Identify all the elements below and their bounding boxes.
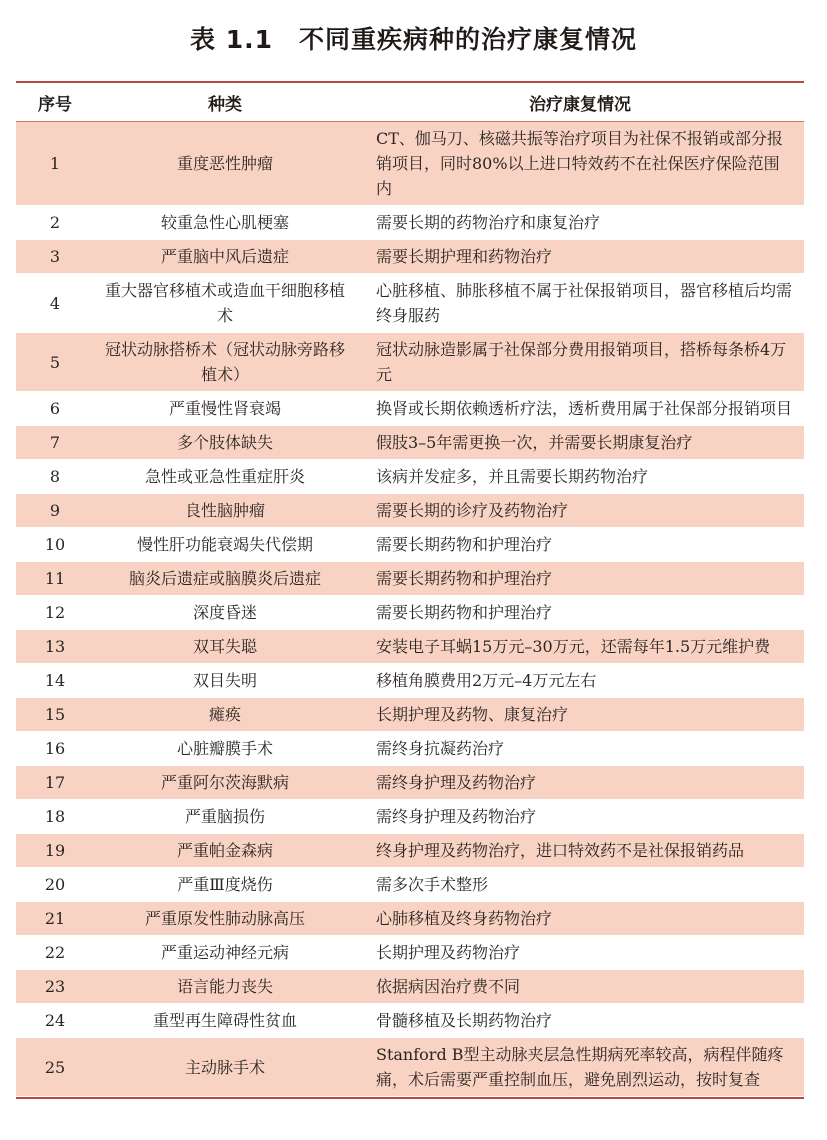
table-caption: 不同重疾病种的治疗康复情况 [298,25,637,54]
row-disease-kind: 良性脑肿瘤 [94,494,356,528]
table-title [0,20,827,56]
row-disease-kind: 深度昏迷 [94,596,356,630]
row-index: 23 [16,970,94,1004]
row-treatment-desc: 假肢3–5年需更换一次，并需要长期康复治疗 [356,426,804,460]
table-row [16,868,804,902]
table-row [16,766,804,800]
row-disease-kind: 严重脑损伤 [94,800,356,834]
row-treatment-desc: 心肺移植及终身药物治疗 [356,902,804,936]
row-disease-kind: 严重慢性肾衰竭 [94,392,356,426]
row-treatment-desc: 需要长期的诊疗及药物治疗 [356,494,804,528]
row-index: 2 [16,206,94,240]
row-treatment-desc: 心脏移植、肺胀移植不属于社保报销项目，器官移植后均需终身服药 [356,274,804,333]
row-treatment-desc: 需要长期护理和药物治疗 [356,240,804,274]
row-index: 11 [16,562,94,596]
row-disease-kind: 脑炎后遗症或脑膜炎后遗症 [94,562,356,596]
row-index: 13 [16,630,94,664]
row-treatment-desc: 需终身抗凝药治疗 [356,732,804,766]
row-index: 4 [16,274,94,333]
row-index: 25 [16,1038,94,1097]
row-index: 5 [16,333,94,392]
row-treatment-desc: 长期护理及药物、康复治疗 [356,698,804,732]
row-disease-kind: 冠状动脉搭桥术（冠状动脉旁路移植术） [94,333,356,392]
table-row [16,596,804,630]
row-treatment-desc: 冠状动脉造影属于社保部分费用报销项目，搭桥每条桥4万元 [356,333,804,392]
row-disease-kind: 重大器官移植术或造血干细胞移植术 [94,274,356,333]
row-treatment-desc: 换肾或长期依赖透析疗法，透析费用属于社保部分报销项目 [356,392,804,426]
table-row [16,426,804,460]
table-row [16,122,804,206]
row-index: 1 [16,122,94,206]
table-row [16,460,804,494]
row-disease-kind: 多个肢体缺失 [94,426,356,460]
row-index: 17 [16,766,94,800]
row-index: 19 [16,834,94,868]
table-row [16,902,804,936]
table-row [16,970,804,1004]
table-row [16,834,804,868]
row-index: 6 [16,392,94,426]
row-disease-kind: 较重急性心肌梗塞 [94,206,356,240]
row-index: 12 [16,596,94,630]
table-row [16,732,804,766]
row-treatment-desc: 骨髓移植及长期药物治疗 [356,1004,804,1038]
table-row [16,528,804,562]
treatment-table-container [16,81,804,1099]
row-disease-kind: 主动脉手术 [94,1038,356,1097]
row-disease-kind: 双目失明 [94,664,356,698]
row-index: 3 [16,240,94,274]
row-disease-kind: 慢性肝功能衰竭失代偿期 [94,528,356,562]
table-row [16,1038,804,1097]
row-treatment-desc: 依据病因治疗费不同 [356,970,804,1004]
table-row [16,698,804,732]
table-row [16,630,804,664]
row-treatment-desc: 该病并发症多，并且需要长期药物治疗 [356,460,804,494]
row-index: 14 [16,664,94,698]
bottom-rule [16,1097,804,1099]
row-disease-kind: 严重运动神经元病 [94,936,356,970]
header-treatment: 治疗康复情况 [356,83,804,122]
row-disease-kind: 急性或亚急性重症肝炎 [94,460,356,494]
row-treatment-desc: 终身护理及药物治疗，进口特效药不是社保报销药品 [356,834,804,868]
row-index: 21 [16,902,94,936]
row-index: 9 [16,494,94,528]
header-index: 序号 [16,83,94,122]
treatment-table [16,83,804,1097]
table-row [16,206,804,240]
table-row [16,392,804,426]
row-index: 15 [16,698,94,732]
table-row [16,800,804,834]
row-treatment-desc: 移植角膜费用2万元–4万元左右 [356,664,804,698]
row-disease-kind: 双耳失聪 [94,630,356,664]
row-treatment-desc: 需要长期的药物治疗和康复治疗 [356,206,804,240]
row-index: 18 [16,800,94,834]
table-row [16,936,804,970]
row-index: 8 [16,460,94,494]
table-number: 表 1.1 [189,25,273,54]
row-index: 22 [16,936,94,970]
table-row [16,240,804,274]
row-disease-kind: 瘫痪 [94,698,356,732]
row-disease-kind: 严重帕金森病 [94,834,356,868]
header-row [16,83,804,122]
row-treatment-desc: 需多次手术整形 [356,868,804,902]
table-row [16,333,804,392]
row-disease-kind: 严重阿尔茨海默病 [94,766,356,800]
row-disease-kind: 重型再生障碍性贫血 [94,1004,356,1038]
row-index: 16 [16,732,94,766]
row-disease-kind: 心脏瓣膜手术 [94,732,356,766]
row-treatment-desc: CT、伽马刀、核磁共振等治疗项目为社保不报销或部分报销项目，同时80%以上进口特效药不在社保医疗保险范围内 [356,122,804,206]
row-treatment-desc: 需要长期药物和护理治疗 [356,528,804,562]
row-treatment-desc: 安装电子耳蜗15万元–30万元，还需每年1.5万元维护费 [356,630,804,664]
row-treatment-desc: 长期护理及药物治疗 [356,936,804,970]
row-treatment-desc: 需终身护理及药物治疗 [356,800,804,834]
table-row [16,562,804,596]
row-index: 24 [16,1004,94,1038]
row-disease-kind: 严重脑中风后遗症 [94,240,356,274]
row-disease-kind: 重度恶性肿瘤 [94,122,356,206]
row-disease-kind: 严重原发性肺动脉高压 [94,902,356,936]
table-row [16,494,804,528]
table-row [16,1004,804,1038]
table-header [16,83,804,122]
row-treatment-desc: 需要长期药物和护理治疗 [356,562,804,596]
table-row [16,274,804,333]
row-disease-kind: 严重Ⅲ度烧伤 [94,868,356,902]
row-treatment-desc: 需终身护理及药物治疗 [356,766,804,800]
row-treatment-desc: Stanford B型主动脉夹层急性期病死率较高，病程伴随疼痛，术后需要严重控制血压，避免剧烈运动，按时复查 [356,1038,804,1097]
row-treatment-desc: 需要长期药物和护理治疗 [356,596,804,630]
header-kind: 种类 [94,83,356,122]
table-body [16,122,804,1097]
row-disease-kind: 语言能力丧失 [94,970,356,1004]
table-row [16,664,804,698]
row-index: 20 [16,868,94,902]
row-index: 10 [16,528,94,562]
row-index: 7 [16,426,94,460]
